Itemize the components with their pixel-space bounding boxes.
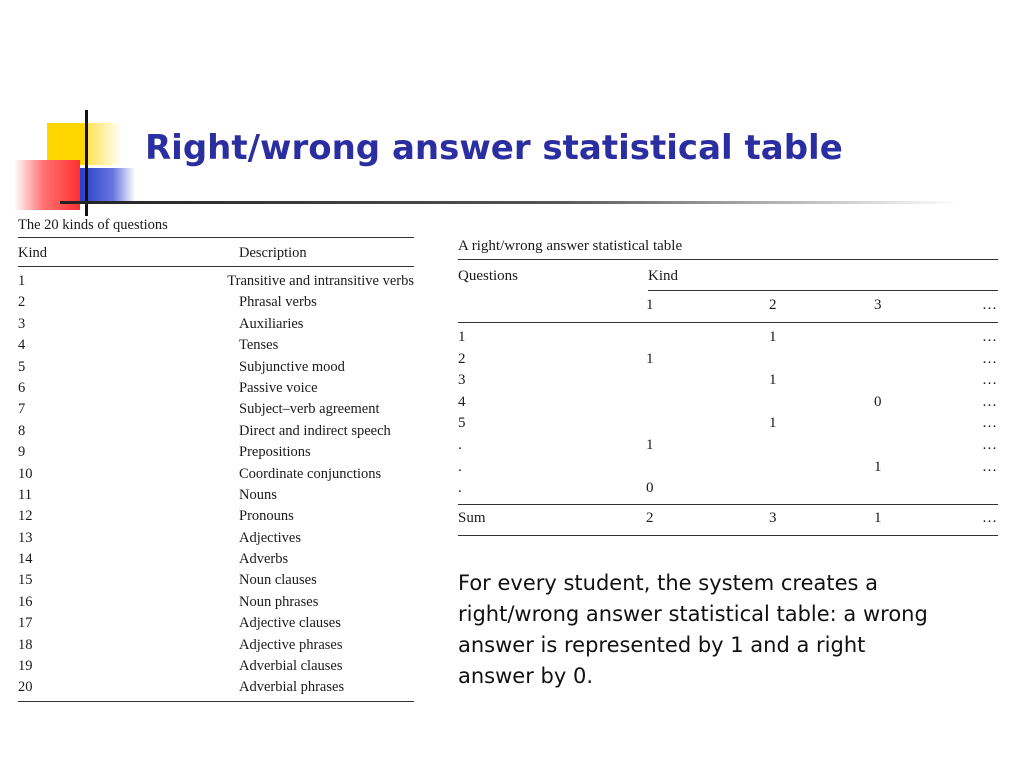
logo-blue-square xyxy=(80,168,135,203)
kind-column-1: 1 xyxy=(646,297,654,313)
table-row xyxy=(458,327,998,349)
table-row xyxy=(18,357,414,378)
kind-number: 14 xyxy=(18,551,33,568)
kind-description: Noun phrases xyxy=(239,593,319,610)
kind-column-3: 3 xyxy=(874,297,882,313)
kind-1-value: 1 xyxy=(646,436,654,453)
sum-kind-3: 1 xyxy=(874,509,882,526)
kind-description: Tenses xyxy=(239,337,279,354)
more-kinds-value: … xyxy=(982,393,998,410)
question-number: 1 xyxy=(458,329,466,345)
table-row xyxy=(18,635,414,656)
more-kinds-value: … xyxy=(982,329,998,345)
table-row xyxy=(18,677,414,698)
kind-description: Nouns xyxy=(239,486,277,503)
table-row xyxy=(458,370,998,392)
table-row xyxy=(18,421,414,442)
more-kinds-value: … xyxy=(982,350,998,367)
sum-kind-2: 3 xyxy=(769,509,777,526)
sum-kind-1: 2 xyxy=(646,509,654,526)
more-kinds-value: … xyxy=(982,436,998,453)
answer-table-header xyxy=(458,260,998,290)
question-number: 4 xyxy=(458,393,466,410)
slide-logo xyxy=(0,0,150,230)
kind-number: 11 xyxy=(18,486,32,503)
kind-number: 4 xyxy=(18,337,26,354)
questions-header: Questions xyxy=(458,268,518,284)
kind-2-value: 1 xyxy=(769,372,777,389)
kind-description: Adjective phrases xyxy=(239,636,343,653)
table-row xyxy=(18,314,414,335)
table-row xyxy=(18,292,414,313)
kind-number: 12 xyxy=(18,508,33,525)
kinds-table-caption: The 20 kinds of questions xyxy=(18,215,414,238)
table-row xyxy=(458,349,998,371)
question-number: 2 xyxy=(458,350,466,367)
question-number: . xyxy=(458,436,462,453)
table-row xyxy=(18,528,414,549)
logo-yellow-fade xyxy=(87,123,122,165)
table-row xyxy=(458,413,998,435)
sum-kind-more: … xyxy=(982,509,998,526)
kind-number: 9 xyxy=(18,444,26,461)
kind-2-value: 1 xyxy=(769,329,777,345)
kind-number: 7 xyxy=(18,401,26,418)
title-underline xyxy=(60,201,960,204)
kind-2-value: 1 xyxy=(769,415,777,432)
kind-description: Transitive and intransitive verbs xyxy=(227,273,414,289)
kind-description: Pronouns xyxy=(239,508,294,525)
kind-number: 3 xyxy=(18,315,26,332)
kind-description: Auxiliaries xyxy=(239,315,304,332)
kind-description: Coordinate conjunctions xyxy=(239,465,382,482)
table-row xyxy=(458,478,998,500)
kind-description: Adjective clauses xyxy=(239,615,341,632)
table-row xyxy=(458,435,998,457)
kind-description: Prepositions xyxy=(239,444,311,461)
kind-columns-header xyxy=(458,290,998,323)
table-row xyxy=(458,392,998,414)
table-row xyxy=(18,506,414,527)
table-row xyxy=(18,378,414,399)
kind-number: 5 xyxy=(18,358,26,375)
kind-number: 6 xyxy=(18,379,26,396)
kind-description: Direct and indirect speech xyxy=(239,422,391,439)
more-kinds-value: … xyxy=(982,458,998,475)
kind-number: 18 xyxy=(18,636,33,653)
kinds-table-bottom-rule xyxy=(18,701,414,702)
kind-column-more: … xyxy=(982,297,998,313)
kind-number: 13 xyxy=(18,529,33,546)
kind-3-value: 0 xyxy=(874,393,882,410)
table-row xyxy=(18,335,414,356)
kind-number: 16 xyxy=(18,593,33,610)
kinds-table-header xyxy=(18,238,414,267)
table-row xyxy=(18,485,414,506)
kind-description: Adverbial phrases xyxy=(239,679,345,696)
kind-number: 8 xyxy=(18,422,26,439)
more-kinds-value: … xyxy=(982,415,998,432)
sum-label: Sum xyxy=(458,509,486,526)
table-row xyxy=(18,399,414,420)
kind-description: Adjectives xyxy=(239,529,302,546)
kinds-table xyxy=(18,215,414,702)
kind-description: Subject–verb agreement xyxy=(239,401,380,418)
kind-description: Phrasal verbs xyxy=(239,294,317,311)
answer-table xyxy=(458,235,998,536)
kind-column-2: 2 xyxy=(769,297,777,313)
kind-description: Noun clauses xyxy=(239,572,317,589)
kind-column-header: Kind xyxy=(18,245,47,261)
slide-caption: For every student, the system creates a right/wrong answer statistical table: a wrong answer is represented by 1 and a right answer by 0. xyxy=(458,571,928,688)
question-number: . xyxy=(458,480,462,497)
table-row xyxy=(18,570,414,591)
description-column-header: Description xyxy=(239,245,307,261)
kind-number: 17 xyxy=(18,615,33,632)
table-row xyxy=(18,656,414,677)
logo-yellow-square xyxy=(47,123,87,165)
slide-title: Right/wrong answer statistical table xyxy=(145,128,843,168)
kinds-table-body xyxy=(18,267,414,699)
kind-number: 20 xyxy=(18,679,33,696)
kind-description: Passive voice xyxy=(239,379,318,396)
answer-table-body xyxy=(458,323,998,500)
kind-number: 10 xyxy=(18,465,33,482)
table-row xyxy=(18,613,414,634)
kind-number: 19 xyxy=(18,658,33,675)
table-row xyxy=(18,464,414,485)
question-number: 5 xyxy=(458,415,466,432)
kind-number: 15 xyxy=(18,572,33,589)
kind-3-value: 1 xyxy=(874,458,882,475)
table-row xyxy=(18,592,414,613)
kind-description: Adverbs xyxy=(239,551,289,568)
kind-1-value: 1 xyxy=(646,350,654,367)
kind-1-value: 0 xyxy=(646,480,654,497)
kind-header: Kind xyxy=(648,268,678,284)
question-number: . xyxy=(458,458,462,475)
kind-number: 1 xyxy=(18,273,26,289)
more-kinds-value: … xyxy=(982,372,998,389)
table-row xyxy=(18,271,414,292)
kind-description: Subjunctive mood xyxy=(239,358,345,375)
question-number: 3 xyxy=(458,372,466,389)
table-row xyxy=(18,442,414,463)
table-row xyxy=(458,457,998,479)
sum-row xyxy=(458,504,998,536)
answer-table-caption: A right/wrong answer statistical table xyxy=(458,235,998,260)
table-row xyxy=(18,549,414,570)
kind-number: 2 xyxy=(18,294,26,311)
kind-description: Adverbial clauses xyxy=(239,658,343,675)
